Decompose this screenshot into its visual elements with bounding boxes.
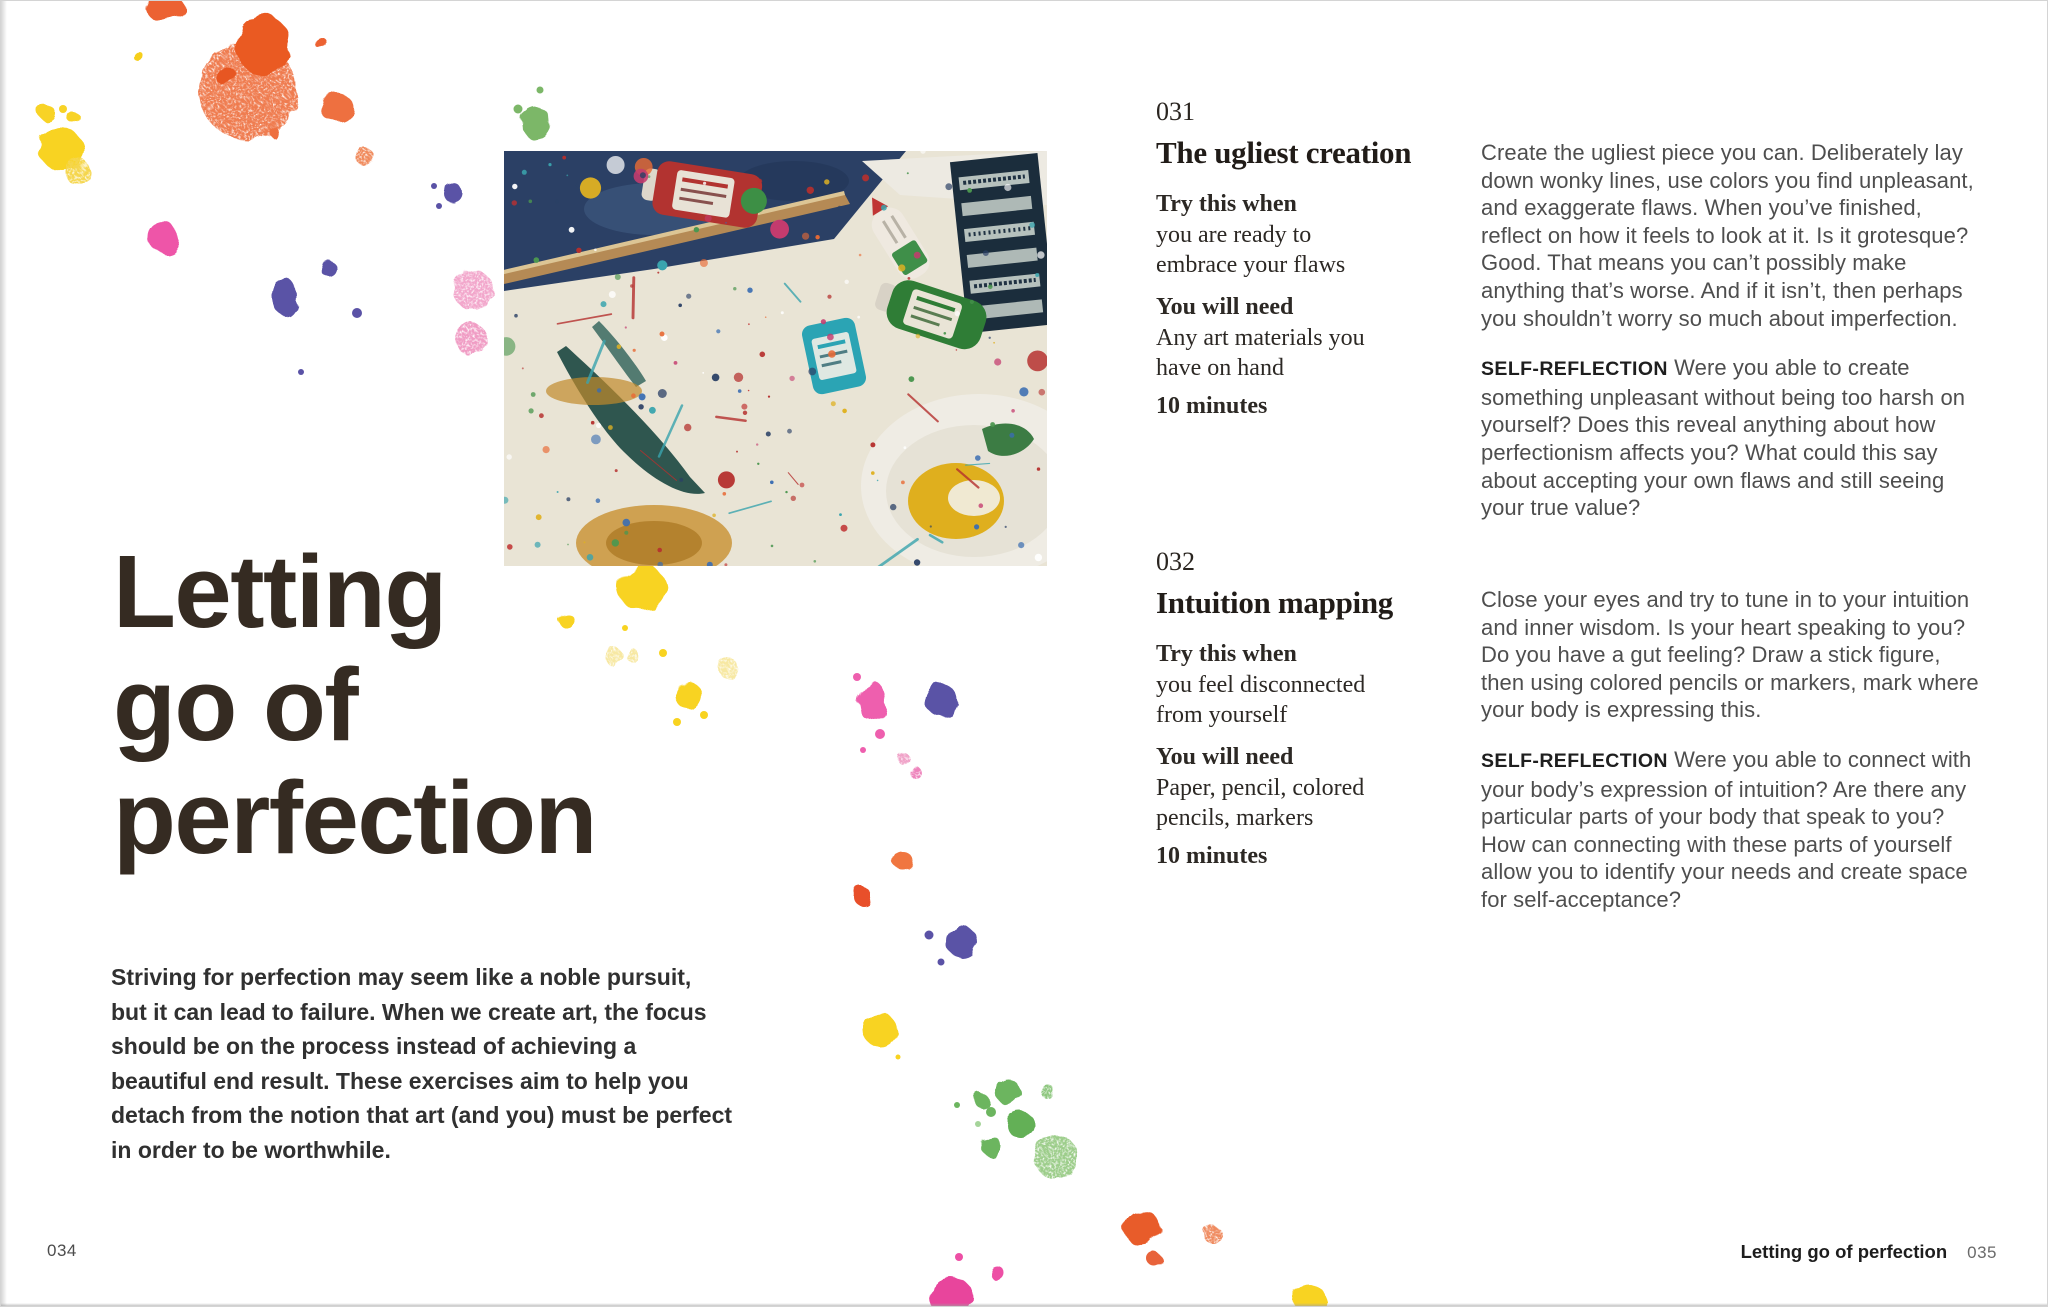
duration-text: 10 minutes [1156, 393, 1268, 419]
exercise-description: Create the ugliest piece you can. Deliberately lay down wonky lines, use colors you find unpleasant, and exaggerate flaws. When you’ve finished, reflect on how it feels to look at it. Is it grotesque? Good. That means you can’t possibly make anything that’s worse. And if it isn’t, then perhaps you shouldn’t worry so much about imperfection. [1481, 140, 1974, 331]
chapter-photo [504, 151, 1047, 566]
exercise-032-description [1481, 586, 1980, 914]
exercise-032-meta [1156, 547, 1468, 870]
self-reflection-label: SELF-REFLECTION [1481, 358, 1668, 381]
chapter-intro: Striving for perfection may seem like a noble pursuit, but it can lead to failure. When we create art, the focus should be on the process instead of achieving a beautiful end result. These exercises aim to help you detach from the notion that art (and you) must be perfect in order to be worthwhile. [111, 964, 733, 1163]
page-edge-shadow-bottom [1, 1303, 2047, 1306]
chapter-title-line-1: Letting [113, 534, 446, 649]
splatter-mid-orange [854, 851, 912, 906]
exercise-031-description [1481, 139, 1980, 522]
page-number-left: 034 [47, 1241, 77, 1260]
self-reflection-paragraph [1481, 746, 1980, 914]
splatter-cluster-top-left-yellow [38, 50, 142, 185]
try-this-when-text: you are ready to embrace your flaws [1156, 222, 1346, 278]
exercise-description: Close your eyes and try to tune in to your intuition and inner wisdom. Is your heart speaking to you? Do you have a gut feeling? Draw a stick figure, then using colored pencils or markers, mark where your body is expressing this. [1481, 587, 1979, 723]
try-this-when-label: Try this when [1156, 191, 1297, 217]
you-will-need-label: You will need [1156, 744, 1294, 770]
splatter-mid-pink-purple [853, 673, 978, 966]
duration-text: 10 minutes [1156, 843, 1268, 869]
chapter-title-line-3: perfection [113, 760, 596, 875]
splatter-cluster-bottom-pink-yellow [930, 1253, 1328, 1307]
running-footer [1741, 1241, 1997, 1263]
you-will-need-text: Any art materials you have on hand [1156, 325, 1365, 381]
try-this-when-label: Try this when [1156, 641, 1297, 667]
splatter-cluster-pink-purple [148, 183, 463, 375]
self-reflection-text: Were you able to connect with your body’s expression of intuition? Are there any particular parts of your body that speak to you? How can connecting with these parts of yourself allow you to identify your needs and create space for self-acceptance? [1481, 746, 1972, 912]
page-number-right: 035 [1967, 1243, 1997, 1262]
try-this-when-text: you feel disconnected from yourself [1156, 672, 1366, 728]
self-reflection-label: SELF-REFLECTION [1481, 749, 1668, 772]
chapter-photo-illustration [504, 151, 1047, 566]
exercise-number: 032 [1156, 547, 1195, 576]
splatter-cluster-green-bottom [954, 1079, 1078, 1179]
chapter-title-line-2: go of [113, 647, 358, 762]
self-reflection-text: Were you able to create something unpleasant without being too harsh on yourself? Does this reveal anything about how perfectionism affects you? What could this say about accepting your own flaws and still seeing your true value? [1481, 355, 1966, 521]
footer-chapter-title: Letting go of perfection [1740, 1241, 1948, 1262]
splatter-cluster-orange-bottom [1124, 1210, 1222, 1268]
chapter-title [113, 535, 596, 874]
exercise-031-meta [1156, 97, 1468, 420]
self-reflection-paragraph [1481, 354, 1980, 522]
splatter-cluster-top-left-orange [144, 1, 373, 165]
exercise-number: 031 [1156, 97, 1195, 126]
exercise-title: The ugliest creation [1156, 135, 1412, 170]
page-edge-shadow [1, 1, 7, 1306]
exercise-title: Intuition mapping [1156, 585, 1393, 620]
you-will-need-label: You will need [1156, 294, 1294, 320]
you-will-need-text: Paper, pencil, colored pencils, markers [1156, 775, 1365, 831]
